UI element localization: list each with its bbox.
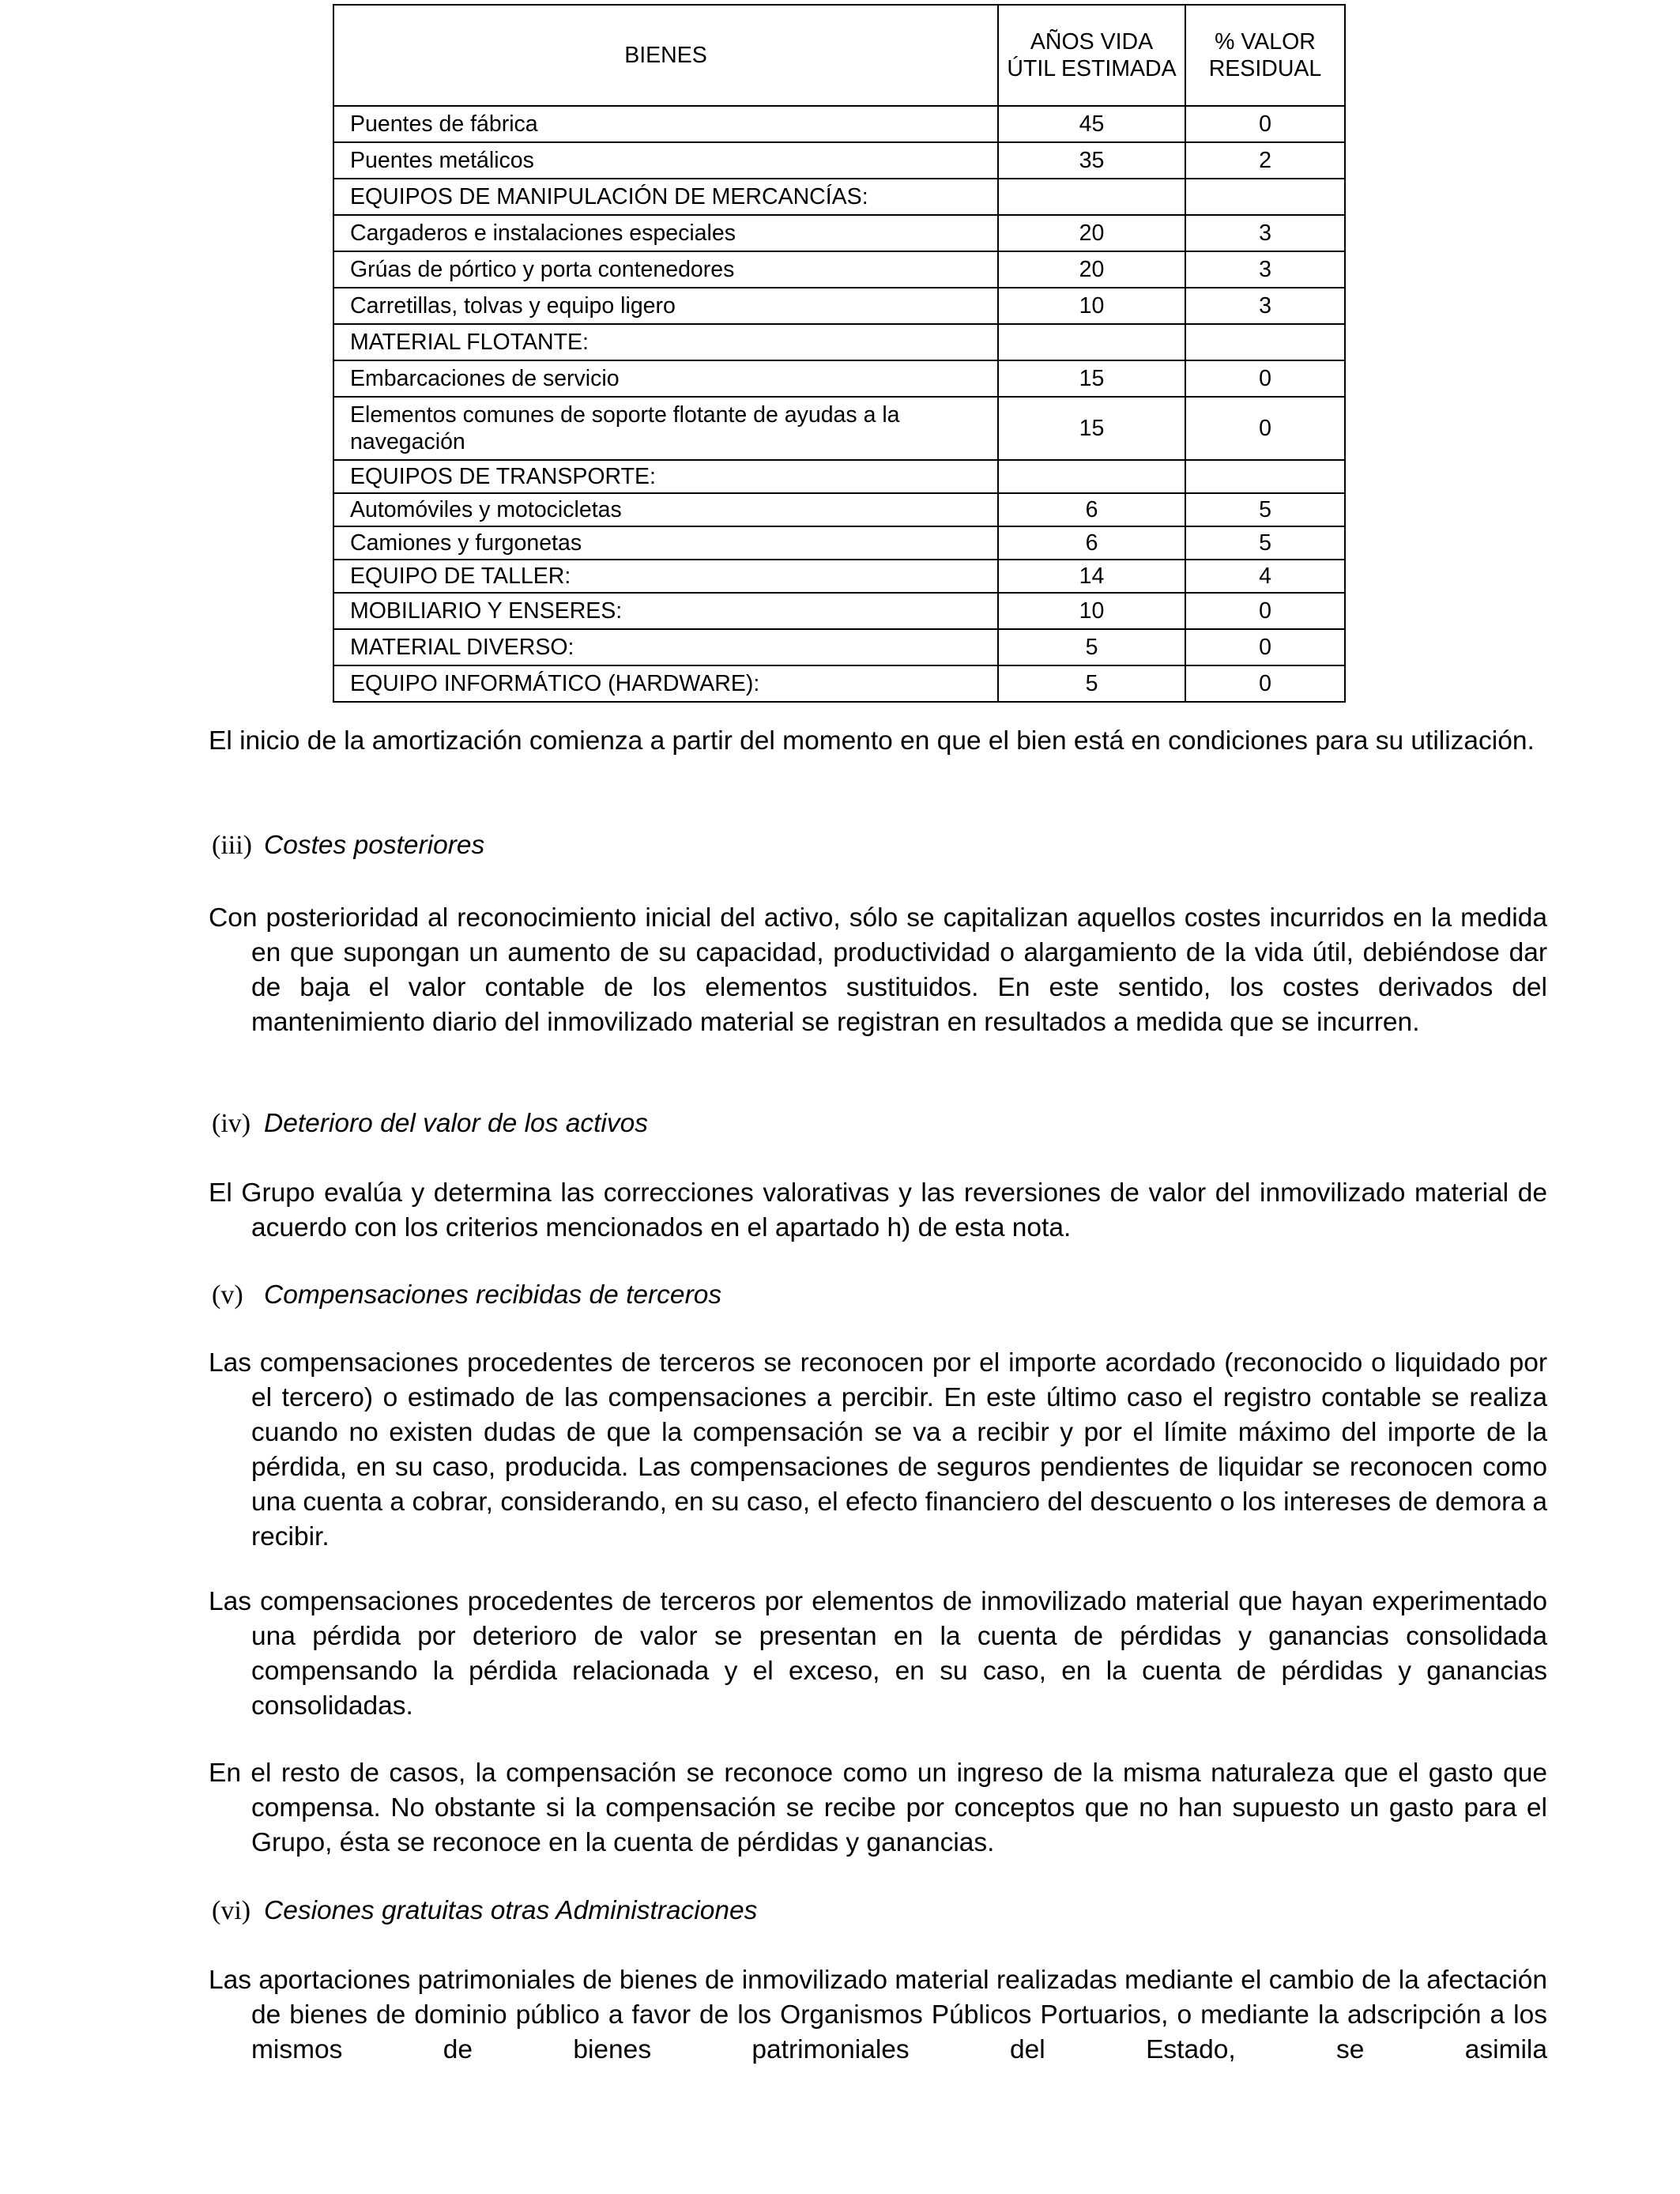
table-row — [333, 665, 1345, 702]
row-residual: 0 — [1185, 665, 1345, 702]
heading-number: (v) — [212, 1280, 243, 1310]
heading-title: Costes posteriores — [264, 831, 485, 860]
header-bienes-text: BIENES — [624, 43, 707, 68]
table-row — [333, 142, 1345, 179]
row-residual: 0 — [1185, 360, 1345, 397]
row-residual: 3 — [1185, 215, 1345, 251]
header-residual — [1185, 5, 1345, 106]
row-residual — [1185, 460, 1345, 493]
row-residual: 3 — [1185, 288, 1345, 324]
row-years: 45 — [998, 106, 1185, 142]
row-residual: 5 — [1185, 493, 1345, 526]
row-residual — [1185, 179, 1345, 215]
paragraph-compensaciones-2: Las compensaciones procedentes de terceros por elementos de inmovilizado material que hayan experimentado una pérdida por deterioro de valor se presentan en la cuenta de pérdidas y ganancias consolidada compensando la pérdida relacionada y el exceso, en su caso, en la cuenta de pérdidas y ganancias consolidadas. — [209, 1587, 1547, 1721]
heading-number: (vi) — [212, 1896, 251, 1925]
row-label: EQUIPOS DE TRANSPORTE: — [333, 460, 998, 493]
row-residual: 2 — [1185, 142, 1345, 179]
table-row — [333, 629, 1345, 665]
row-years: 10 — [998, 593, 1185, 629]
row-residual: 0 — [1185, 629, 1345, 665]
table-row — [333, 251, 1345, 288]
paragraph-compensaciones-3: En el resto de casos, la compensación se reconoce como un ingreso de la misma naturaleza que el gasto que compensa. No obstante si la compensación se recibe por conceptos que no han supuesto un gasto para el Grupo, ésta se reconoce en la cuenta de pérdidas y ganancias. — [209, 1759, 1547, 1857]
row-years — [998, 179, 1185, 215]
table-header-row — [333, 5, 1345, 106]
table-row — [333, 288, 1345, 324]
header-years — [998, 5, 1185, 106]
header-years-text: AÑOS VIDA ÚTIL ESTIMADA — [1007, 29, 1177, 81]
heading-number: (iv) — [212, 1109, 251, 1138]
heading-deterioro — [212, 1106, 648, 1141]
table-row — [333, 593, 1345, 629]
row-label: EQUIPO INFORMÁTICO (HARDWARE): — [333, 665, 998, 702]
heading-title: Compensaciones recibidas de terceros — [264, 1280, 722, 1310]
row-years: 10 — [998, 288, 1185, 324]
row-residual: 0 — [1185, 397, 1345, 460]
paragraph-amortization-start: El inicio de la amortización comienza a partir del momento en que el bien está en condiciones para su utilización. — [209, 726, 1535, 756]
row-residual: 4 — [1185, 560, 1345, 593]
row-residual: 0 — [1185, 593, 1345, 629]
row-years: 20 — [998, 215, 1185, 251]
row-label: Cargaderos e instalaciones especiales — [333, 215, 998, 251]
heading-compensaciones — [212, 1278, 721, 1313]
table-row — [333, 360, 1345, 397]
table-row — [333, 493, 1345, 526]
paragraph-deterioro: El Grupo evalúa y determina las correcciones valorativas y las reversiones de valor del inmovilizado material de acuerdo con los criterios mencionados en el apartado h) de esta nota. — [209, 1178, 1547, 1242]
row-years — [998, 460, 1185, 493]
row-label: MOBILIARIO Y ENSERES: — [333, 593, 998, 629]
row-label: Carretillas, tolvas y equipo ligero — [333, 288, 998, 324]
table-row — [333, 560, 1345, 593]
row-years: 6 — [998, 493, 1185, 526]
table-row — [333, 324, 1345, 360]
row-label: Embarcaciones de servicio — [333, 360, 998, 397]
row-residual: 3 — [1185, 251, 1345, 288]
row-years: 35 — [998, 142, 1185, 179]
row-label: EQUIPO DE TALLER: — [333, 560, 998, 593]
row-label: Puentes metálicos — [333, 142, 998, 179]
row-years: 15 — [998, 397, 1185, 460]
row-years: 6 — [998, 526, 1185, 560]
heading-costes-posteriores — [212, 828, 484, 863]
heading-cesiones — [212, 1894, 757, 1928]
row-label: Grúas de pórtico y porta contenedores — [333, 251, 998, 288]
row-residual: 0 — [1185, 106, 1345, 142]
row-label: Camiones y furgonetas — [333, 526, 998, 560]
heading-title: Deterioro del valor de los activos — [264, 1109, 648, 1138]
row-years: 15 — [998, 360, 1185, 397]
table-row — [333, 179, 1345, 215]
header-bienes — [333, 5, 998, 106]
row-label: Automóviles y motocicletas — [333, 493, 998, 526]
row-label: Elementos comunes de soporte flotante de ayudas a la navegación — [333, 397, 998, 460]
heading-number: (iii) — [212, 831, 252, 860]
row-label: EQUIPOS DE MANIPULACIÓN DE MERCANCÍAS: — [333, 179, 998, 215]
row-residual: 5 — [1185, 526, 1345, 560]
table-row — [333, 215, 1345, 251]
table-row — [333, 397, 1345, 460]
header-residual-text: % VALOR RESIDUAL — [1208, 29, 1322, 81]
table-row — [333, 106, 1345, 142]
row-years: 5 — [998, 629, 1185, 665]
row-years: 14 — [998, 560, 1185, 593]
paragraph-costes-posteriores: Con posterioridad al reconocimiento inicial del activo, sólo se capitalizan aquellos costes incurridos en la medida en que supongan un aumento de su capacidad, productividad o alargamiento de la vida útil, debiéndose dar de baja el valor contable de los elementos sustituidos. En este sentido, los costes derivados del mantenimiento diario del inmovilizado material se registran en resultados a medida que se incurren. — [209, 903, 1547, 1037]
row-label: MATERIAL DIVERSO: — [333, 629, 998, 665]
paragraph-compensaciones-1: Las compensaciones procedentes de terceros se reconocen por el importe acordado (reconocido o liquidado por el tercero) o estimado de las compensaciones a percibir. En este último caso el registro contable se realiza cuando no existen dudas de que la compensación se va a recibir y por el límite máximo del importe de la pérdida, en su caso, producida. Las compensaciones de seguros pendientes de liquidar se reconocen como una cuenta a cobrar, considerando, en su caso, el efecto financiero del descuento o los intereses de demora a recibir. — [209, 1348, 1547, 1551]
heading-title: Cesiones gratuitas otras Administraciones — [264, 1896, 758, 1925]
row-label: Puentes de fábrica — [333, 106, 998, 142]
row-years — [998, 324, 1185, 360]
row-residual — [1185, 324, 1345, 360]
table-row — [333, 526, 1345, 560]
row-years: 20 — [998, 251, 1185, 288]
useful-life-table — [333, 4, 1346, 703]
row-years: 5 — [998, 665, 1185, 702]
paragraph-cesiones: Las aportaciones patrimoniales de bienes de inmovilizado material realizadas mediante el cambio de la afectación de bienes de dominio público a favor de los Organismos Públicos Portuarios, o mediante la adscripción a los mismos de bienes patrimoniales del Estado, se asimila — [209, 1966, 1547, 2064]
table-row — [333, 460, 1345, 493]
row-label: MATERIAL FLOTANTE: — [333, 324, 998, 360]
